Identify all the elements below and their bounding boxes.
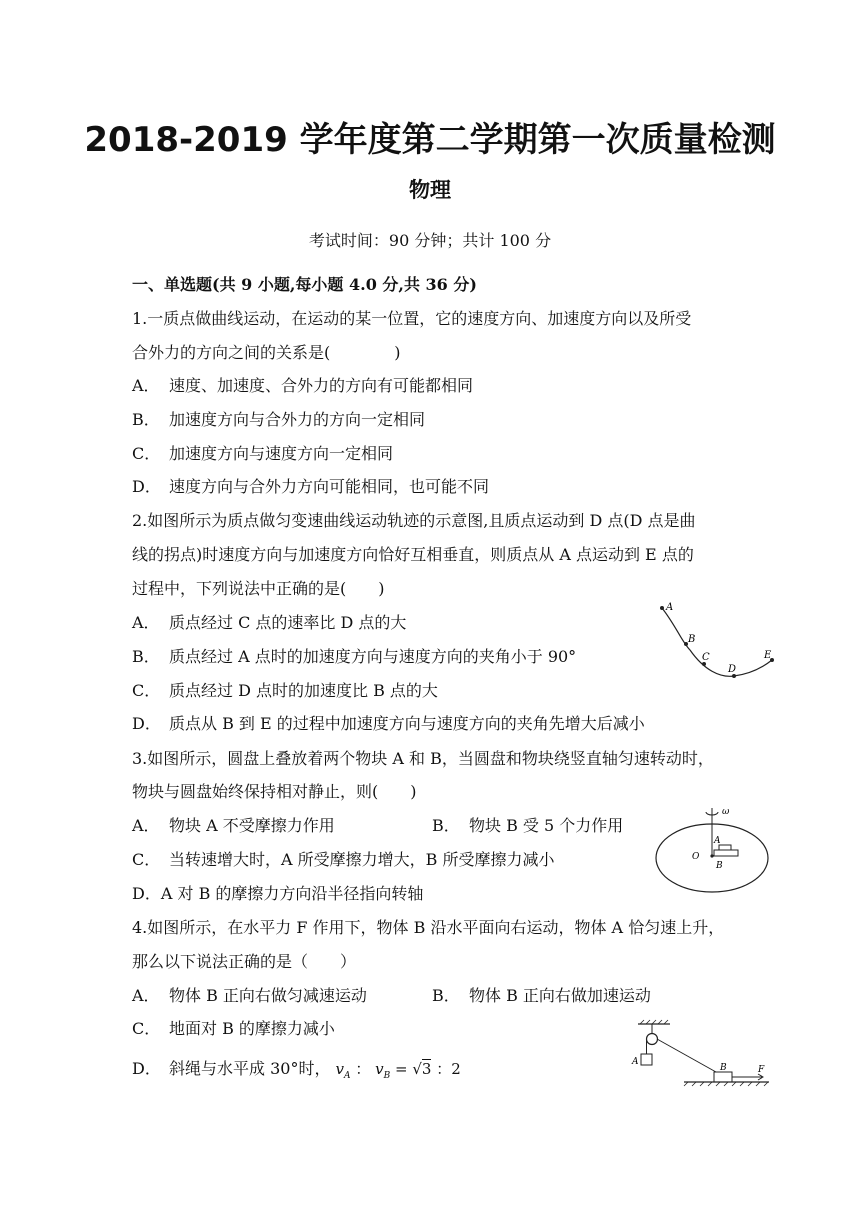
question-4-stem-line-1: 4.如图所示，在水平力 F 作用下，物体 B 沿水平面向右运动，物体 A 恰匀速上升，: [132, 918, 725, 937]
option-letter: D．: [132, 1059, 161, 1078]
option-text: 质点经过 C 点的速率比 D 点的大: [169, 613, 407, 632]
ratio-rhs: ：2: [436, 1060, 461, 1078]
b-label: B: [720, 1063, 727, 1073]
center-dot: [710, 854, 713, 857]
question-3-stem-line-2: 物块与圆盘始终保持相对静止，则( ): [132, 782, 417, 801]
page-title: 2018-2019 学年度第二学期第一次质量检测: [84, 120, 776, 160]
question-1-option-d: [132, 474, 489, 497]
a-label: A: [632, 1057, 639, 1067]
option-text: 质点经过 D 点时的加速度比 B 点的大: [169, 681, 438, 700]
block-b: [714, 850, 738, 856]
question-2-stem-line-3: 过程中，下列说法中正确的是( ): [132, 579, 385, 598]
va-subscript: A: [344, 1071, 351, 1081]
label-a: A: [666, 602, 674, 613]
trajectory-curve: [662, 608, 772, 676]
omega-label: ω: [722, 807, 730, 817]
option-letter: C．: [132, 444, 161, 463]
question-3-stem-line-1: 3.如图所示，圆盘上叠放着两个物块 A 和 B，当圆盘和物块绕竖直轴匀速转动时，: [132, 749, 714, 768]
pulley-figure: [624, 1018, 774, 1094]
question-2-option-a: [132, 610, 406, 633]
option-letter: A．: [132, 376, 160, 395]
question-2-stem-line-2: 线的拐点)时速度方向与加速度方向恰好互相垂直，则质点从 A 点运动到 E 点的: [132, 545, 694, 564]
question-3-option-b: [432, 813, 623, 836]
question-4-stem-line-2: 那么以下说法正确的是（ ）: [132, 952, 357, 971]
point-a: [660, 606, 664, 610]
option-letter: B．: [132, 647, 160, 666]
option-letter: C．: [132, 850, 161, 869]
label-b: B: [688, 634, 696, 645]
option-text: A 对 B 的摩擦力方向沿半径指向转轴: [160, 884, 424, 903]
va-symbol: v: [335, 1060, 345, 1078]
b-label: B: [716, 861, 723, 871]
option-letter: B．: [432, 986, 460, 1005]
option-text: 质点从 B 到 E 的过程中加速度方向与速度方向的夹角先增大后减小: [169, 714, 645, 733]
option-letter: C．: [132, 681, 161, 700]
question-1-stem-line-1: 1.一质点做曲线运动，在运动的某一位置，它的速度方向、加速度方向以及所受: [132, 309, 692, 328]
question-4-option-d: [132, 1056, 461, 1081]
option-text: 物块 B 受 5 个力作用: [469, 816, 624, 835]
option-text: 物体 B 正向右做匀减速运动: [169, 986, 367, 1005]
option-text: 加速度方向与合外力的方向一定相同: [169, 410, 426, 429]
question-2-option-b: [132, 644, 576, 667]
option-letter: A．: [132, 613, 160, 632]
label-d: D: [728, 664, 737, 675]
section-heading: 一、单选题(共 9 小题,每小题 4.0 分,共 36 分): [132, 275, 477, 294]
subject-heading: 物理: [409, 178, 451, 202]
question-1-option-c: [132, 441, 393, 464]
option-letter: C．: [132, 1019, 161, 1038]
disc-figure: [652, 800, 774, 910]
block-a: [641, 1054, 652, 1065]
velocity-ratio: [335, 1060, 461, 1081]
sqrt-symbol: √: [412, 1060, 422, 1078]
question-3-option-a: [132, 813, 335, 836]
option-text: 加速度方向与速度方向一定相同: [169, 444, 394, 463]
pulley: [647, 1034, 658, 1045]
label-e: E: [764, 650, 772, 661]
option-text: 速度方向与合外力方向可能相同，也可能不同: [169, 477, 490, 496]
equals-sign: =: [395, 1060, 408, 1078]
question-1-option-a: [132, 373, 473, 396]
question-2-option-d: [132, 711, 645, 734]
option-text: 物块 A 不受摩擦力作用: [169, 816, 335, 835]
option-letter: A．: [132, 986, 160, 1005]
option-letter: B．: [132, 410, 160, 429]
option-letter: D．: [132, 477, 161, 496]
label-c: C: [702, 652, 710, 663]
option-text: 当转速增大时，A 所受摩擦力增大，B 所受摩擦力减小: [169, 850, 555, 869]
trajectory-figure: [648, 596, 780, 686]
question-2-option-c: [132, 678, 438, 701]
option-letter: D．: [132, 884, 161, 903]
question-1-option-b: [132, 407, 425, 430]
ratio-colon: ：: [355, 1060, 371, 1078]
question-1-stem-line-2: 合外力的方向之间的关系是( ): [132, 343, 401, 362]
a-label: A: [714, 836, 721, 846]
option-letter: D．: [132, 714, 161, 733]
question-2-stem-line-1: 2.如图所示为质点做匀变速曲线运动轨迹的示意图,且质点运动到 D 点(D 点是曲: [132, 511, 696, 530]
vb-symbol: v: [375, 1060, 384, 1078]
option-letter: B．: [432, 816, 460, 835]
question-3-option-c: [132, 847, 555, 870]
option-text: 速度、加速度、合外力的方向有可能都相同: [169, 376, 474, 395]
o-label: O: [692, 852, 700, 862]
vb-subscript: B: [383, 1071, 391, 1081]
slanted-rope: [657, 1039, 716, 1072]
block-a: [719, 845, 731, 850]
option-text: 地面对 B 的摩擦力减小: [169, 1019, 335, 1038]
f-label: F: [758, 1065, 765, 1075]
question-4-option-c: [132, 1016, 335, 1039]
block-b: [714, 1072, 732, 1082]
option-text: 斜绳与水平成 30°时，: [169, 1059, 331, 1078]
option-text: 物体 B 正向右做加速运动: [469, 986, 651, 1005]
exam-info: 考试时间：90 分钟；共计 100 分: [308, 231, 552, 250]
question-4-option-b: [432, 983, 651, 1006]
option-letter: A．: [132, 816, 160, 835]
question-3-option-d: [132, 881, 423, 904]
question-4-option-a: [132, 983, 367, 1006]
option-text: 质点经过 A 点时的加速度方向与速度方向的夹角小于 90°: [169, 647, 577, 666]
sqrt-radicand: 3: [421, 1060, 432, 1078]
